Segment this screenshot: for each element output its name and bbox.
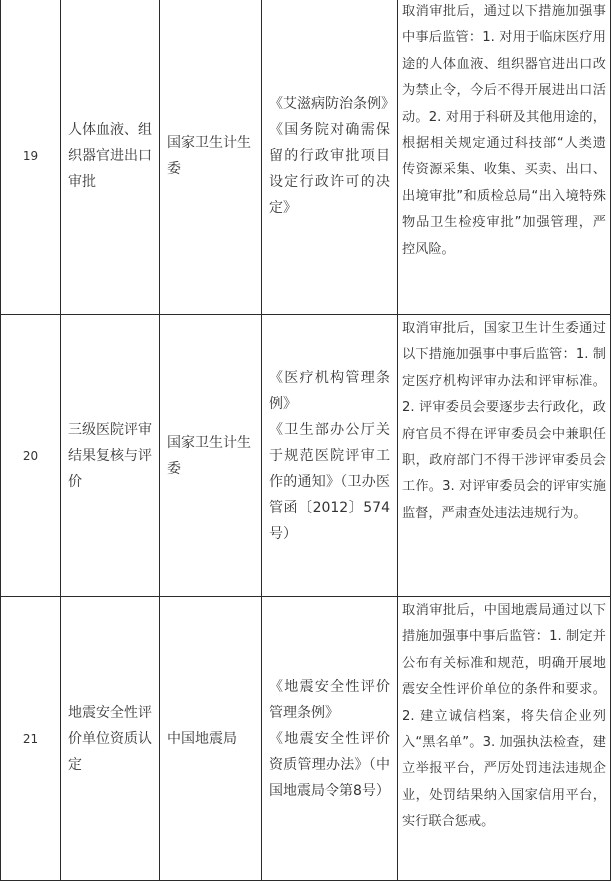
approval-item-name: 地震安全性评价单位资质认定 (61, 597, 160, 881)
legal-basis-entry: 《医疗机构管理条例》 (269, 369, 390, 412)
row-number: 21 (1, 597, 61, 881)
supervision-measures (398, 315, 611, 597)
supervision-measures-text: 取消审批后，国家卫生计生委通过以下措施加强事中事后监管：1. 制定医疗机构评审办法和评审标准。2. 评审委员会要逐步去行政化，政府官员不得在评审委员会中兼职任职，政府部门不得干涉评审委员会工作。3. 对评审委员会的评审实施监督，严肃查处违法违规行为。 (402, 321, 606, 521)
supervision-measures (398, 597, 611, 881)
table-row (1, 597, 611, 881)
row-number: 20 (1, 315, 61, 597)
legal-basis (262, 315, 398, 597)
legal-basis-entry: 《卫生部办公厅关于规范医院评审工作的通知》（卫办医管函〔2012〕574号） (269, 421, 390, 542)
department-name: 国家卫生计生委 (160, 315, 262, 597)
legal-basis-entry: 《地震安全性评价管理条例》 (269, 678, 390, 721)
supervision-measures (398, 0, 611, 315)
supervision-measures-text: 取消审批后，通过以下措施加强事中事后监管：1. 对用于临床医疗用途的人体血液、组织器官进出口改为禁止令，今后不得开展进出口活动。2. 对用于科研及其他用途的，根据相关规定通过科技部“人类遗传资源采集、收集、买卖、出口、出境审批”和质检总局“出入境特殊物品卫生检疫审批”加强管理，严控风险。 (402, 4, 606, 257)
table-row (1, 0, 611, 315)
legal-basis-entry: 《艾滋病防治条例》 (269, 96, 395, 112)
legal-basis (262, 597, 398, 881)
table-row (1, 315, 611, 597)
supervision-measures-text: 取消审批后，中国地震局通过以下措施加强事中事后监管：1. 制定并公布有关标准和规范，明确开展地震安全性评价单位的条件和要求。2. 建立诚信档案，将失信企业列入“黑名单”。3. 加强执法检查，建立举报平台，严厉处罚违法违规企业，处罚结果纳入国家信用平台，实行联合惩戒。 (402, 603, 606, 830)
row-number: 19 (1, 0, 61, 315)
legal-basis-entry: 《国务院对确需保留的行政审批项目设定行政许可的决定》 (269, 122, 390, 216)
approval-item-name: 人体血液、组织器官进出口审批 (61, 0, 160, 315)
approval-item-name: 三级医院评审结果复核与评价 (61, 315, 160, 597)
legal-basis (262, 0, 398, 315)
legal-basis-entry: 《地震安全性评价资质管理办法》（中国地震局令第8号） (269, 730, 390, 799)
department-name: 国家卫生计生委 (160, 0, 262, 315)
department-name: 中国地震局 (160, 597, 262, 881)
